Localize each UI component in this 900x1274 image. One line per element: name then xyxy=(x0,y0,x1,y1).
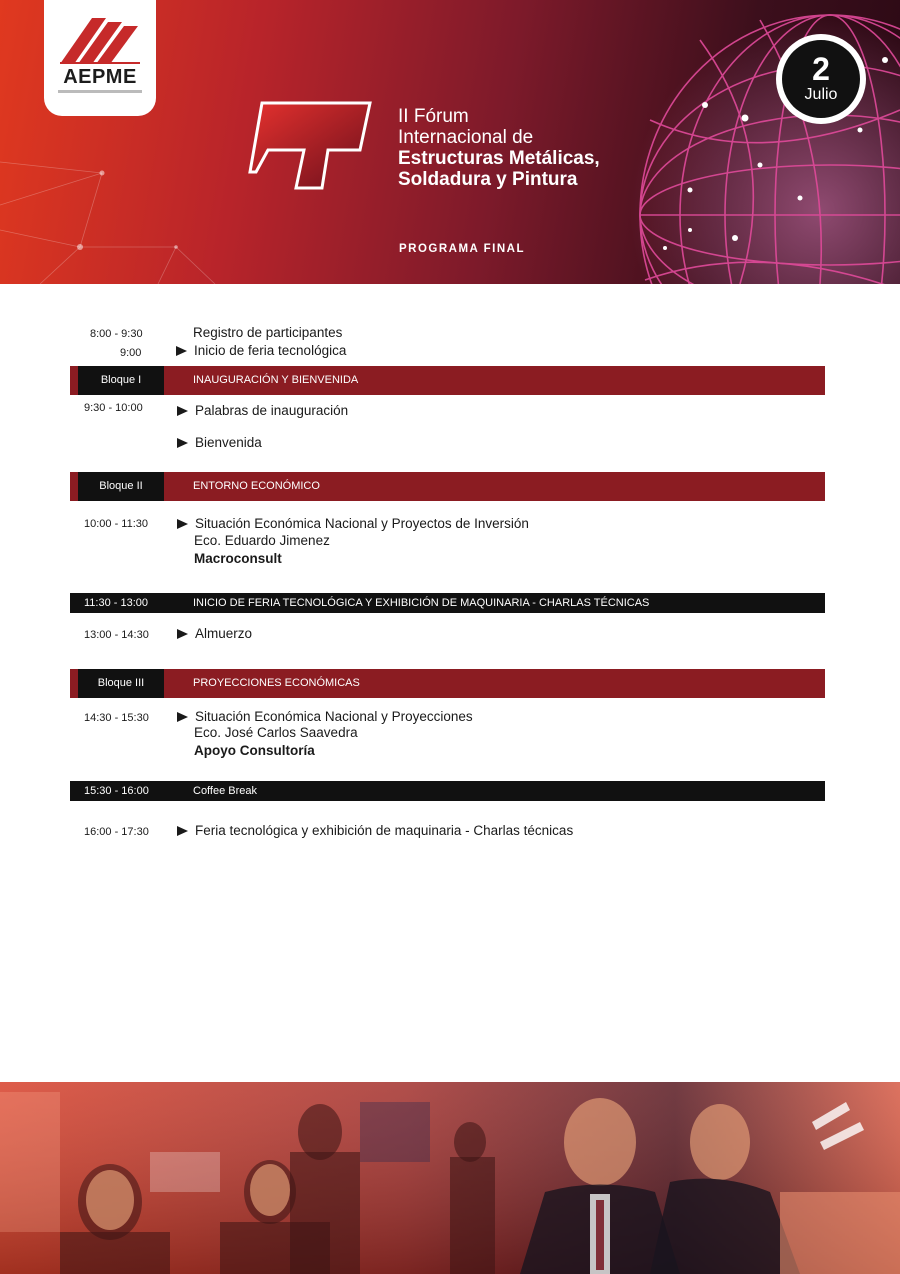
aepme-logo-mark xyxy=(60,18,140,66)
aepme-logo[interactable] xyxy=(44,0,156,116)
bloque-3-tab-label: Bloque III xyxy=(97,677,145,689)
bloque-3-tab xyxy=(78,669,164,698)
bloque-1-tab-label: Bloque I xyxy=(100,374,142,386)
logo-tagline-strip xyxy=(58,90,142,93)
programa-final-label: PROGRAMA FINAL xyxy=(399,243,525,255)
time-bloque-2: 10:00 - 11:30 xyxy=(84,518,149,530)
item-bienvenida-text: Bienvenida xyxy=(195,435,262,450)
header-banner xyxy=(0,0,900,284)
bloque-1-tab xyxy=(78,366,164,395)
date-month: Julio xyxy=(804,86,838,103)
date-badge xyxy=(776,34,866,124)
arrow-bullet-icon xyxy=(177,406,188,416)
forum-logo xyxy=(248,100,374,192)
coffee-break-title: Coffee Break xyxy=(193,785,258,797)
bloque-2-bar xyxy=(70,472,825,501)
item-palabras-text: Palabras de inauguración xyxy=(195,403,349,418)
arrow-bullet-icon xyxy=(177,438,188,448)
bloque-1-title: INAUGURACIÓN Y BIENVENIDA xyxy=(193,374,359,386)
item-talk-2 xyxy=(177,709,473,724)
speaker-2: Eco. José Carlos Saavedra xyxy=(194,725,358,740)
feria-bar-title: INICIO DE FERIA TECNOLÓGICA Y EXHIBICIÓN DE MAQUINARIA - CHARLAS TÉCNICAS xyxy=(193,597,650,609)
org-1: Macroconsult xyxy=(194,551,282,566)
item-registro: Registro de participantes xyxy=(193,325,343,340)
date-day: 2 xyxy=(812,51,830,87)
event-crowd-photo xyxy=(0,1082,900,1274)
bloque-3-title: PROYECCIONES ECONÓMICAS xyxy=(193,677,360,689)
arrow-bullet-icon xyxy=(177,629,188,639)
speaker-1: Eco. Eduardo Jimenez xyxy=(194,533,330,548)
coffee-break-bar xyxy=(70,781,825,801)
forum-title-line2: Internacional de xyxy=(398,127,534,148)
feria-bar xyxy=(70,593,825,613)
footer-photo xyxy=(0,1082,900,1274)
bloque-1-bar xyxy=(70,366,825,395)
item-talk-1-text: Situación Económica Nacional y Proyectos de Inversión xyxy=(195,516,529,531)
time-bloque-3: 14:30 - 15:30 xyxy=(84,712,149,724)
item-almuerzo-text: Almuerzo xyxy=(195,626,253,641)
bloque-2-tab-label: Bloque II xyxy=(99,480,143,492)
arrow-bullet-icon xyxy=(177,826,188,836)
time-registro: 8:00 - 9:30 xyxy=(90,328,143,340)
time-closing: 16:00 - 17:30 xyxy=(84,826,149,838)
coffee-break-time: 15:30 - 16:00 xyxy=(84,785,149,797)
feria-bar-time: 11:30 - 13:00 xyxy=(84,597,149,609)
forum-title-line1: II Fórum xyxy=(398,106,469,127)
item-almuerzo xyxy=(177,626,252,641)
forum-title-line3: Estructuras Metálicas, xyxy=(398,148,600,169)
time-feria-inicio: 9:00 xyxy=(120,347,142,359)
item-palabras xyxy=(177,403,348,418)
item-talk-2-text: Situación Económica Nacional y Proyecciones xyxy=(195,709,473,724)
arrow-bullet-icon xyxy=(177,712,188,722)
arrow-bullet-icon xyxy=(176,346,187,356)
bloque-2-title: ENTORNO ECONÓMICO xyxy=(193,480,320,492)
item-closing-text: Feria tecnológica y exhibición de maquinaria - Charlas técnicas xyxy=(195,823,574,838)
arrow-bullet-icon xyxy=(177,519,188,529)
item-closing xyxy=(177,823,573,838)
bloque-3-bar xyxy=(70,669,825,698)
forum-title xyxy=(398,106,600,190)
time-almuerzo: 13:00 - 14:30 xyxy=(84,629,149,641)
logo-text: AEPME xyxy=(63,66,137,88)
org-2: Apoyo Consultoría xyxy=(194,743,315,758)
bloque-2-tab xyxy=(78,472,164,501)
item-feria-inicio xyxy=(176,343,346,358)
item-talk-1 xyxy=(177,516,529,531)
item-bienvenida xyxy=(177,435,262,450)
forum-title-line4: Soldadura y Pintura xyxy=(398,169,578,190)
item-feria-inicio-text: Inicio de feria tecnológica xyxy=(194,343,347,358)
time-bloque-1: 9:30 - 10:00 xyxy=(84,402,143,414)
